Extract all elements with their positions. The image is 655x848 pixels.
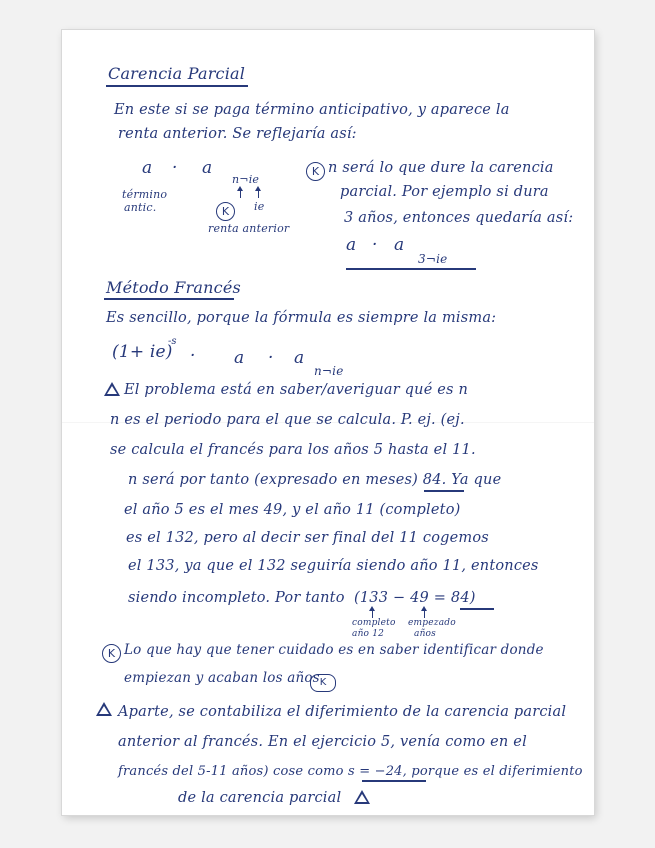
label-renta: renta anterior — [208, 222, 290, 235]
k-badge: K — [310, 674, 336, 692]
calc-label-right: empezado — [408, 618, 456, 628]
section-title-carencia: Carencia Parcial — [108, 64, 246, 83]
arrow-n — [240, 188, 241, 198]
problema-line-1: El problema está en saber/averiguar qué es n — [124, 382, 469, 398]
problema-line-6: es el 132, pero al decir ser final del 11 cogemos — [126, 530, 489, 546]
underline-result — [460, 608, 494, 610]
formula3-sub: n¬ie — [314, 364, 344, 378]
section-title-metodo: Método Francés — [106, 278, 241, 297]
arrow-49 — [424, 608, 425, 618]
title-underline — [106, 85, 248, 87]
problema-line-3: se calcula el francés para los años 5 hasta el 11. — [110, 442, 476, 458]
formula3-dot2: · — [268, 348, 274, 368]
problema-line-2: n es el periodo para el que se calcula. P. ej. (ej. — [110, 412, 465, 428]
problema-line-8: siendo incompleto. Por tanto — [128, 590, 345, 606]
calc-label-right2: años — [414, 629, 436, 639]
formula3-dot: · — [190, 346, 196, 366]
formula3-a: a — [234, 348, 245, 368]
aparte-line-4: de la carencia parcial — [178, 790, 342, 806]
intro-line-2: renta anterior. Se reflejaría así: — [118, 126, 357, 142]
calc-label-left2: año 12 — [352, 629, 385, 639]
metodo-intro: Es sencillo, porque la fórmula es siempre la misma: — [106, 310, 497, 326]
circle-k-icon-3: K — [102, 644, 121, 663]
warning-icon-2 — [96, 702, 112, 716]
formula1-a: a — [142, 158, 153, 178]
circ-note-1: n será lo que dure la carencia — [328, 160, 554, 176]
formula1-a2: a — [202, 158, 213, 178]
label-anticipado: antic. — [124, 201, 157, 214]
formula3-exp: -s — [168, 336, 177, 347]
problema-line-4: n será por tanto (expresado en meses) 84. Ya que — [128, 472, 502, 488]
label-ie: ie — [254, 200, 265, 213]
formula3-a2: a — [294, 348, 305, 368]
aparte-line-1: Aparte, se contabiliza el diferimiento de la carencia parcial — [118, 704, 567, 720]
paper-sheet — [62, 30, 594, 815]
intro-line-1: En este si se paga término anticipativo, y aparece la — [114, 102, 510, 118]
problema-line-5: el año 5 es el mes 49, y el año 11 (completo) — [124, 502, 461, 518]
circle-k-icon: K — [216, 202, 235, 221]
aparte-line-2: anterior al francés. En el ejercicio 5, venía como en el — [118, 734, 527, 750]
calc-label-left: completo — [352, 618, 396, 628]
nota-line-1: Lo que hay que tener cuidado es en saber identificar donde — [124, 642, 544, 658]
underline-84 — [424, 490, 464, 492]
arrow-133 — [372, 608, 373, 618]
formula1-dot: · — [172, 158, 178, 178]
nota-line-2: empiezan y acaban los años — [124, 670, 320, 686]
arrow-ie — [258, 188, 259, 198]
circle-k-icon-2: K — [306, 162, 325, 181]
problema-line-7: el 133, ya que el 132 seguiría siendo año 11, entonces — [128, 558, 539, 574]
formula2-a2: a — [394, 235, 405, 255]
underline-s — [362, 780, 426, 782]
metodo-underline — [104, 298, 234, 300]
circ-note-3: 3 años, entonces quedaría así: — [344, 210, 574, 226]
formula2-a: a — [346, 235, 357, 255]
formula2-sub: 3¬ie — [418, 252, 448, 266]
warning-icon — [104, 382, 120, 396]
warning-icon-3 — [354, 790, 370, 804]
formula1-sub: n¬ie — [232, 173, 260, 186]
formula2-dot: · — [372, 235, 378, 255]
aparte-line-3: francés del 5-11 años) cose como s = −24, porque es el diferimiento — [118, 764, 583, 779]
circ-note-2: parcial. Por ejemplo si dura — [340, 184, 549, 200]
formula3-base: (1+ ie) — [112, 342, 173, 362]
label-termino: término — [122, 188, 168, 201]
formula2-underline — [346, 268, 476, 270]
calc-expression: (133 − 49 = 84) — [354, 590, 476, 606]
